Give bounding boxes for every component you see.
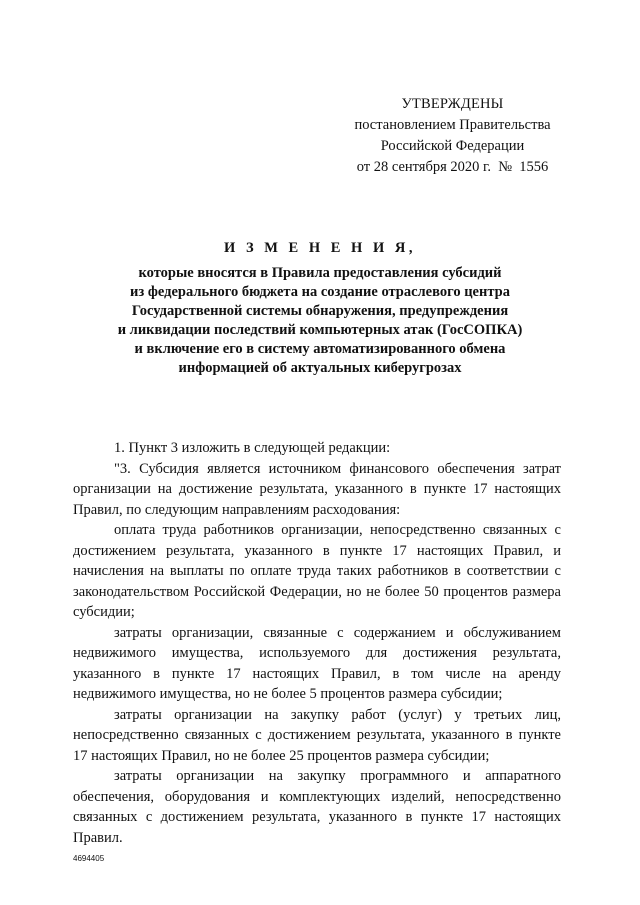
paragraph: оплата труда работников организации, непосредственно связанных с достижением результата, указанного в пункте 17 настоящих Правил, и начисления на выплаты по оплате труда таких работников в соответствии с законодательством Российской Федерации, но не более 50 процентов размера субсидии; xyxy=(73,522,561,620)
paragraph: 1. Пункт 3 изложить в следующей редакции: xyxy=(114,440,391,456)
paragraph: "3. Субсидия является источником финансового обеспечения затрат организации на достижение результата, указанного в пункте 17 настоящих Правил, по следующим направлениям расходования: xyxy=(73,460,561,518)
subtitle-line: из федерального бюджета на создание отраслевого центра xyxy=(130,284,510,300)
subtitle-line: и ликвидации последствий компьютерных атак (ГосСОПКА) xyxy=(117,322,523,338)
paragraph: затраты организации, связанные с содержанием и обслуживанием недвижимого имущества, используемого для достижения результата, указанного в пункте 17 настоящих Правил, в том числе на аренду недвижимого имущества, но не более 5 процентов размера субсидии; xyxy=(73,624,561,702)
subtitle-line: информацией об актуальных киберугрозах xyxy=(178,360,462,376)
paragraph: затраты организации на закупку работ (услуг) у третьих лиц, непосредственно связанных с достижением результата, указанного в пункте 17 настоящих Правил, но не более 25 процентов размера субсидии; xyxy=(73,706,561,764)
approval-line-3: от 28 сентября 2020 г. № 1556 xyxy=(356,159,549,175)
paragraph: затраты организации на закупку программного и аппаратного обеспечения, оборудования и комплектующих изделий, непосредственно связанных с достижением результата, указанного в пункте 17 настоящих Правил. xyxy=(73,768,561,846)
approval-line-2: Российской Федерации xyxy=(380,138,525,154)
approval-block xyxy=(335,94,570,178)
subtitle-line: Государственной системы обнаружения, предупреждения xyxy=(131,303,509,319)
subtitle-line: которые вносятся в Правила предоставления субсидий xyxy=(138,265,502,281)
document-body xyxy=(73,438,561,848)
approval-heading: УТВЕРЖДЕНЫ xyxy=(401,96,504,112)
approval-line-1: постановлением Правительства xyxy=(354,117,551,133)
footer-code: 4694405 xyxy=(73,854,105,863)
document-subtitle xyxy=(60,264,580,378)
subtitle-line: и включение его в систему автоматизированного обмена xyxy=(134,341,506,357)
document-title: И З М Е Н Е Н И Я, xyxy=(224,240,416,256)
